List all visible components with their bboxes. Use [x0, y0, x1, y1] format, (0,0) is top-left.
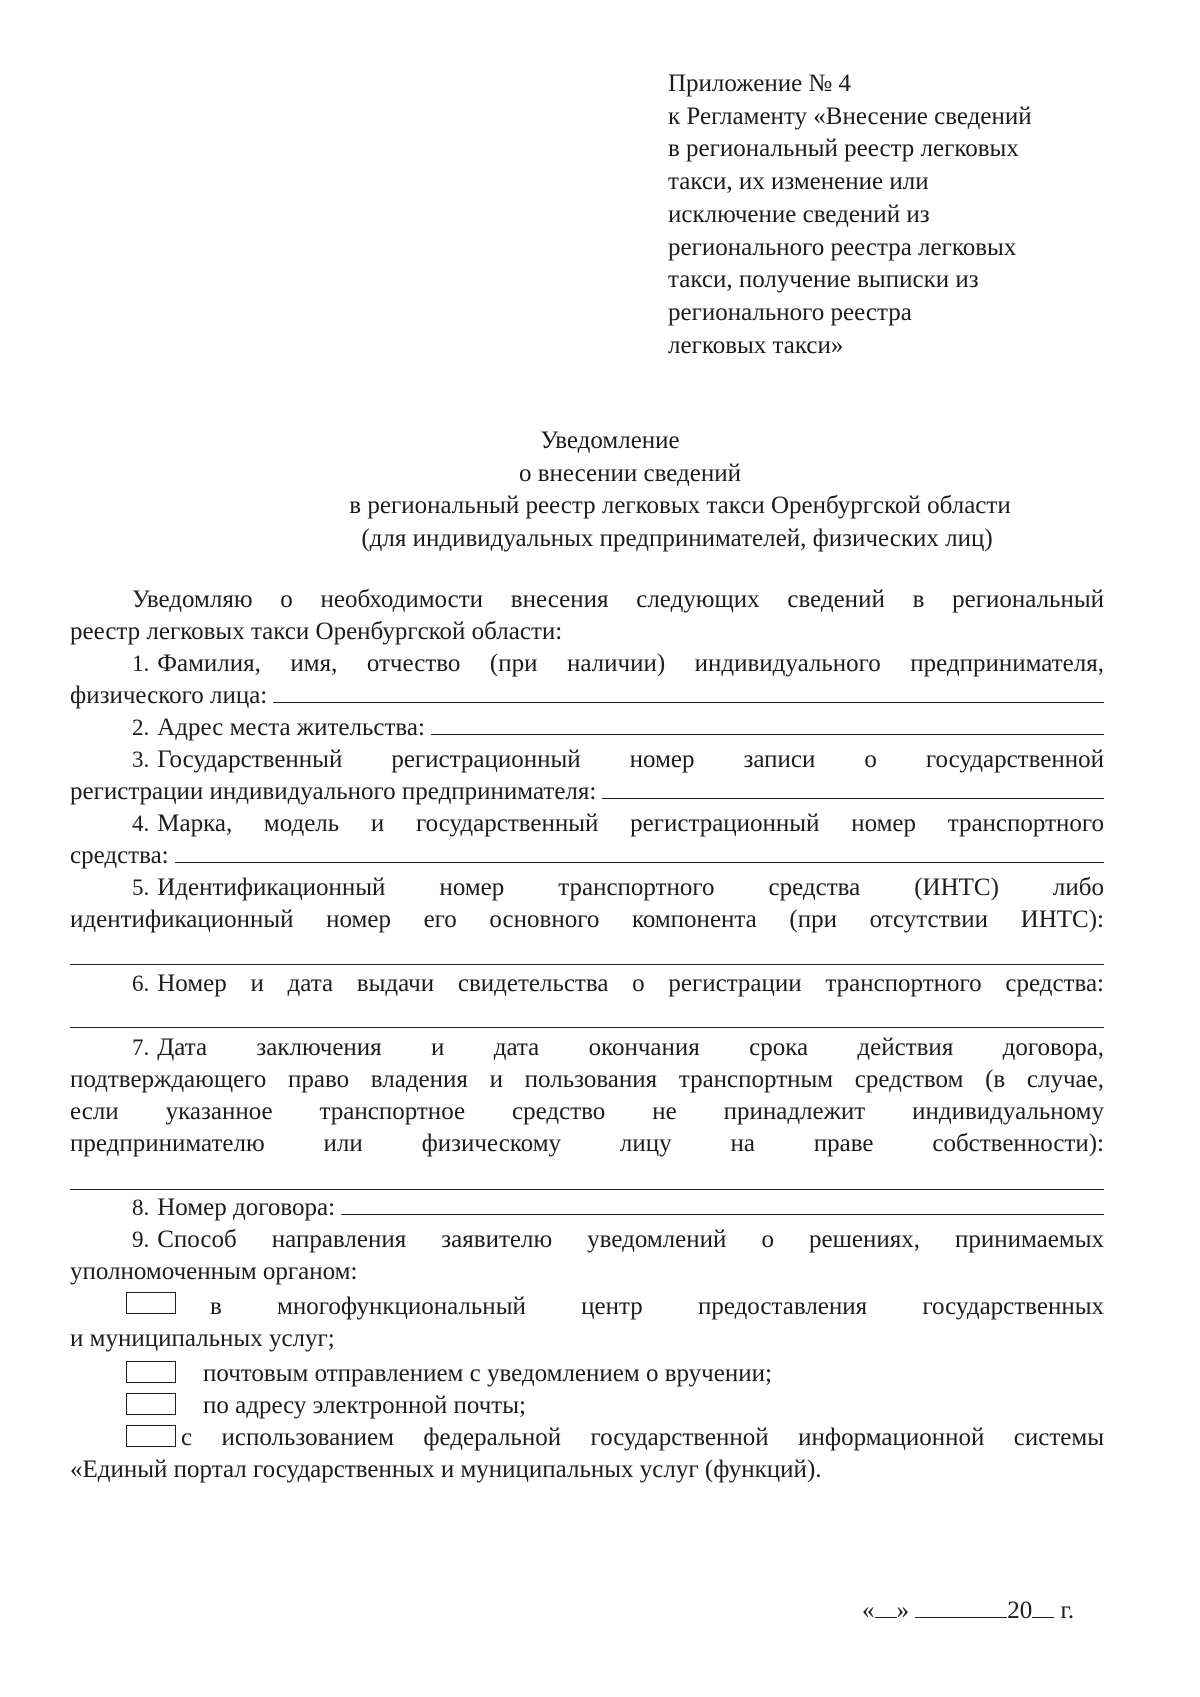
appendix-line: легковых такси»: [668, 331, 844, 359]
item-text: физического лица:: [70, 682, 268, 709]
title-line: Уведомление: [540, 427, 680, 454]
gosuslugi-checkbox[interactable]: [126, 1425, 176, 1447]
item-text: Способ направления заявителю уведомлений о решениях, принимаемых: [157, 1226, 1104, 1253]
option-4-line: с использованием федеральной государственной информационной системы: [181, 1424, 1104, 1451]
month-field[interactable]: [915, 1595, 1007, 1618]
title-line: (для индивидуальных предпринимателей, физических лиц): [361, 524, 993, 552]
option-2-label: почтовым отправлением с уведомлением о вручении;: [203, 1360, 772, 1387]
item-3-field-row: [70, 776, 1104, 808]
vin-field[interactable]: [70, 964, 1104, 965]
vehicle-field[interactable]: [175, 840, 1104, 863]
appendix-line: в региональный реестр легковых: [668, 135, 1019, 163]
item-4-line: [70, 808, 1104, 840]
item-number: 8.: [132, 1195, 150, 1220]
intro-line: Уведомляю о необходимости внесения следующих сведений в региональный: [132, 586, 1104, 613]
item-text: Марка, модель и государственный регистрационный номер транспортного: [157, 810, 1104, 837]
item-text: Номер и дата выдачи свидетельства о регистрации транспортного средства:: [157, 970, 1104, 997]
appendix-line: Приложение № 4: [668, 70, 852, 97]
full-name-field[interactable]: [273, 680, 1104, 703]
appendix-line: исключение сведений из: [668, 200, 930, 228]
mfc-checkbox[interactable]: [126, 1292, 176, 1314]
item-text: Адрес места жительства:: [157, 714, 425, 741]
item-number: 5.: [132, 875, 150, 900]
date-line: [862, 1595, 1074, 1627]
item-number: 9.: [132, 1227, 150, 1252]
item-3-line: [70, 744, 1104, 776]
item-number: 7.: [132, 1035, 150, 1060]
appendix-line: регионального реестра: [668, 298, 912, 326]
item-2-field-row: [70, 712, 1104, 744]
document-title: [0, 425, 1200, 555]
date-open-quote: «: [862, 1597, 875, 1624]
item-text: регистрации индивидуального предпринимателя:: [70, 778, 597, 805]
item-number: 4.: [132, 811, 150, 836]
item-6-line: [70, 968, 1104, 1000]
year-prefix: 20: [1007, 1597, 1033, 1624]
item-number: 2.: [132, 715, 150, 740]
item-text: Идентификационный номер транспортного средства (ИНТС) либо: [157, 874, 1104, 901]
option-3-label: по адресу электронной почты;: [203, 1392, 526, 1419]
contract-number-field[interactable]: [341, 1192, 1104, 1215]
item-number: 3.: [132, 747, 150, 772]
item-7-line: если указанное транспортное средство не принадлежит индивидуальному: [70, 1098, 1104, 1125]
registration-certificate-field[interactable]: [70, 1027, 1104, 1028]
item-text: Дата заключения и дата окончания срока действия договора,: [157, 1034, 1104, 1061]
post-checkbox[interactable]: [126, 1361, 176, 1383]
option-1-line: и муниципальных услуг;: [70, 1325, 335, 1352]
title-line: о внесении сведений: [518, 459, 741, 487]
item-9-line: уполномоченным органом:: [70, 1258, 358, 1285]
item-8-field-row: [70, 1192, 1104, 1224]
appendix-line: регионального реестра легковых: [668, 233, 1017, 261]
option-1-line: в многофункциональный центр предоставления государственных: [210, 1293, 1104, 1320]
item-7-line: подтверждающего право владения и пользования транспортным средством (в случае,: [70, 1066, 1104, 1093]
item-number: 6.: [132, 971, 150, 996]
appendix-line: такси, получение выписки из: [668, 266, 979, 294]
appendix-header: [668, 68, 1032, 362]
address-field[interactable]: [431, 712, 1104, 735]
ogrnip-field[interactable]: [602, 776, 1104, 799]
day-field[interactable]: [875, 1595, 897, 1618]
item-text: средства:: [70, 842, 169, 869]
item-text: Фамилия, имя, отчество (при наличии) индивидуального предпринимателя,: [157, 650, 1104, 677]
option-4-line: «Единый портал государственных и муниципальных услуг (функций).: [70, 1456, 822, 1483]
item-7-line: [70, 1032, 1104, 1064]
appendix-line: к Регламенту «Внесение сведений: [668, 102, 1032, 130]
item-1-field-row: [70, 680, 1104, 712]
item-number: 1.: [132, 651, 150, 676]
date-close-quote: »: [896, 1597, 909, 1624]
title-line: в региональный реестр легковых такси Оренбургской области: [349, 492, 1011, 519]
item-5-line: [70, 872, 1104, 904]
appendix-line: такси, их изменение или: [668, 168, 929, 196]
item-1-line: [70, 648, 1104, 680]
intro-line: реестр легковых такси Оренбургской области:: [70, 618, 563, 645]
year-field[interactable]: [1032, 1595, 1054, 1618]
item-5-line: идентификационный номер его основного компонента (при отсутствии ИНТС):: [70, 906, 1104, 933]
year-suffix: г.: [1060, 1597, 1075, 1624]
item-9-line: [70, 1224, 1104, 1256]
item-text: Номер договора:: [157, 1194, 336, 1221]
email-checkbox[interactable]: [126, 1393, 176, 1415]
item-7-line: предпринимателю или физическому лицу на праве собственности):: [70, 1130, 1104, 1157]
item-4-field-row: [70, 840, 1104, 872]
contract-dates-field[interactable]: [70, 1189, 1104, 1190]
item-text: Государственный регистрационный номер записи о государственной: [157, 746, 1104, 773]
